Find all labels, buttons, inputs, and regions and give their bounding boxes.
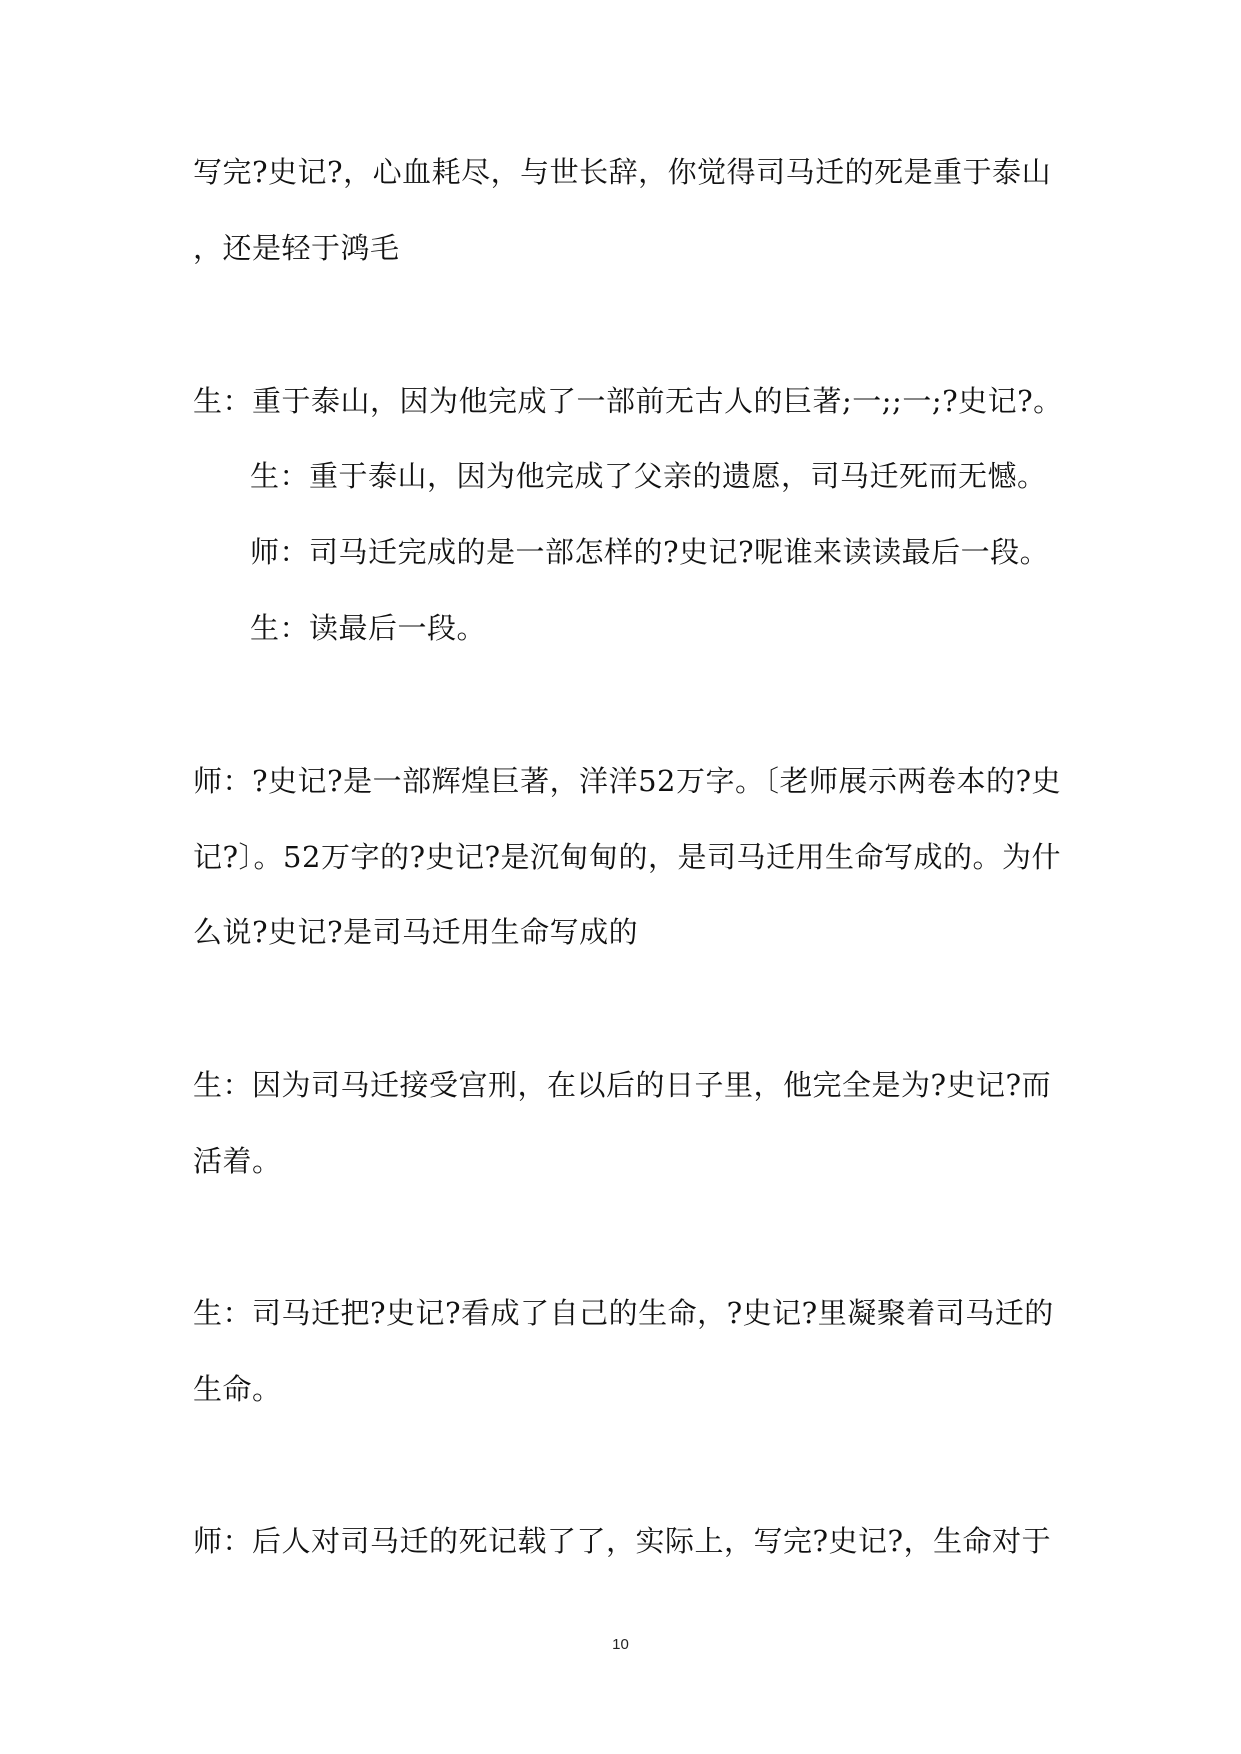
text-line-8: 记?〕。52万字的?史记?是沉甸甸的，是司马迁用生命写成的。为什 — [193, 840, 1062, 874]
page-number: 10 — [612, 1636, 629, 1653]
text-line-2: ，还是轻于鸿毛 — [193, 231, 400, 265]
text-line-6: 生：读最后一段。 — [250, 611, 487, 645]
text-line-1: 写完?史记?，心血耗尽，与世长辞，你觉得司马迁的死是重于泰山 — [193, 155, 1052, 189]
text-line-9: 么说?史记?是司马迁用生命写成的 — [193, 915, 639, 949]
text-line-12: 生：司马迁把?史记?看成了自己的生命，?史记?里凝聚着司马迁的 — [193, 1296, 1054, 1330]
text-line-10: 生：因为司马迁接受宫刑，在以后的日子里，他完全是为?史记?而 — [193, 1068, 1052, 1102]
text-line-13: 生命。 — [193, 1372, 282, 1406]
text-line-11: 活着。 — [193, 1144, 282, 1178]
text-line-14: 师：后人对司马迁的死记载了了，实际上，写完?史记?，生命对于 — [193, 1524, 1052, 1558]
text-line-5: 师：司马迁完成的是一部怎样的?史记?呢谁来读读最后一段。 — [250, 535, 1050, 569]
text-line-7: 师：?史记?是一部辉煌巨著，洋洋52万字。〔老师展示两卷本的?史 — [193, 764, 1062, 798]
text-line-4: 生：重于泰山，因为他完成了父亲的遗愿，司马迁死而无憾。 — [250, 459, 1047, 493]
text-line-3: 生：重于泰山，因为他完成了一部前无古人的巨著;一;;一;?史记?。 — [193, 384, 1063, 418]
